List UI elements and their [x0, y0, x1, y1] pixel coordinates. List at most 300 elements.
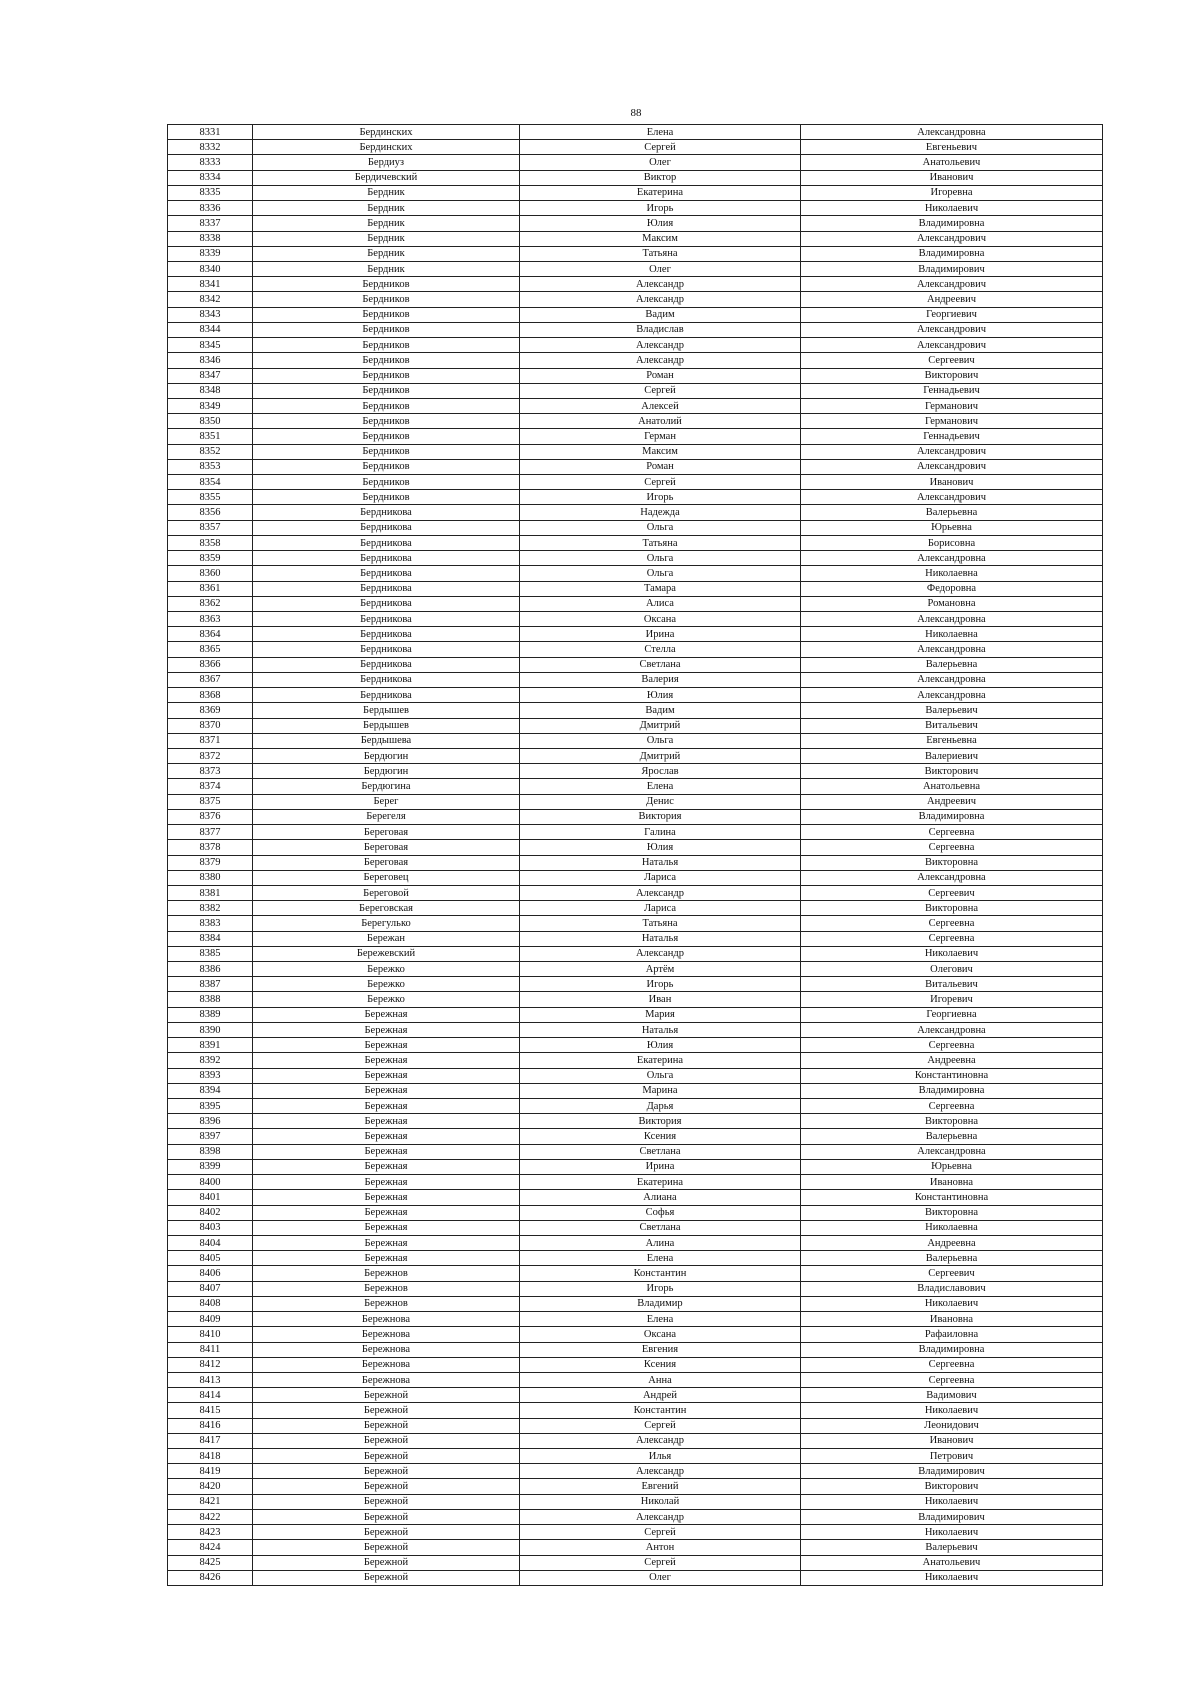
table-row	[168, 1357, 1103, 1372]
first-name-cell: Наталья	[520, 1022, 801, 1037]
surname-cell: Бережная	[253, 1235, 520, 1250]
surname-cell: Бережной	[253, 1464, 520, 1479]
table-row	[168, 566, 1103, 581]
surname-cell: Берегулько	[253, 916, 520, 931]
row-number-cell: 8415	[168, 1403, 253, 1418]
first-name-cell: Александр	[520, 353, 801, 368]
row-number-cell: 8365	[168, 642, 253, 657]
patronymic-cell: Сергеевна	[801, 1357, 1103, 1372]
first-name-cell: Сергей	[520, 140, 801, 155]
row-number-cell: 8417	[168, 1433, 253, 1448]
surname-cell: Бердникова	[253, 551, 520, 566]
surname-cell: Бердникова	[253, 596, 520, 611]
row-number-cell: 8410	[168, 1327, 253, 1342]
surname-cell: Бережная	[253, 1068, 520, 1083]
surname-cell: Бердников	[253, 444, 520, 459]
row-number-cell: 8341	[168, 277, 253, 292]
first-name-cell: Игорь	[520, 201, 801, 216]
first-name-cell: Лариса	[520, 870, 801, 885]
table-row	[168, 535, 1103, 550]
table-row	[168, 916, 1103, 931]
first-name-cell: Максим	[520, 444, 801, 459]
first-name-cell: Александр	[520, 1433, 801, 1448]
table-row	[168, 962, 1103, 977]
surname-cell: Бережнов	[253, 1281, 520, 1296]
first-name-cell: Анатолий	[520, 414, 801, 429]
patronymic-cell: Валериевич	[801, 748, 1103, 763]
first-name-cell: Сергей	[520, 1418, 801, 1433]
surname-cell: Бердников	[253, 490, 520, 505]
patronymic-cell: Викторовна	[801, 1205, 1103, 1220]
patronymic-cell: Владимировна	[801, 1342, 1103, 1357]
first-name-cell: Марина	[520, 1083, 801, 1098]
patronymic-cell: Валерьевна	[801, 505, 1103, 520]
patronymic-cell: Константиновна	[801, 1190, 1103, 1205]
patronymic-cell: Александровна	[801, 1022, 1103, 1037]
patronymic-cell: Владимировна	[801, 1083, 1103, 1098]
row-number-cell: 8373	[168, 764, 253, 779]
patronymic-cell: Юрьевна	[801, 520, 1103, 535]
first-name-cell: Олег	[520, 1570, 801, 1585]
row-number-cell: 8394	[168, 1083, 253, 1098]
table-row	[168, 642, 1103, 657]
patronymic-cell: Германович	[801, 398, 1103, 413]
surname-cell: Бережная	[253, 1022, 520, 1037]
row-number-cell: 8422	[168, 1509, 253, 1524]
row-number-cell: 8407	[168, 1281, 253, 1296]
row-number-cell: 8339	[168, 246, 253, 261]
first-name-cell: Александр	[520, 946, 801, 961]
patronymic-cell: Сергеевна	[801, 840, 1103, 855]
surname-cell: Бережнова	[253, 1342, 520, 1357]
table-row	[168, 1281, 1103, 1296]
row-number-cell: 8404	[168, 1235, 253, 1250]
patronymic-cell: Рафаиловна	[801, 1327, 1103, 1342]
patronymic-cell: Александровна	[801, 125, 1103, 140]
surname-cell: Бердников	[253, 307, 520, 322]
patronymic-cell: Александровна	[801, 672, 1103, 687]
surname-cell: Берегеля	[253, 809, 520, 824]
row-number-cell: 8386	[168, 962, 253, 977]
first-name-cell: Владислав	[520, 322, 801, 337]
table-row	[168, 1464, 1103, 1479]
first-name-cell: Денис	[520, 794, 801, 809]
table-row	[168, 292, 1103, 307]
row-number-cell: 8335	[168, 185, 253, 200]
row-number-cell: 8342	[168, 292, 253, 307]
patronymic-cell: Петрович	[801, 1449, 1103, 1464]
surname-cell: Бережная	[253, 1175, 520, 1190]
patronymic-cell: Сергеевна	[801, 931, 1103, 946]
row-number-cell: 8425	[168, 1555, 253, 1570]
row-number-cell: 8385	[168, 946, 253, 961]
first-name-cell: Юлия	[520, 688, 801, 703]
patronymic-cell: Николаевич	[801, 1570, 1103, 1585]
patronymic-cell: Евгеньевна	[801, 733, 1103, 748]
patronymic-cell: Вадимович	[801, 1388, 1103, 1403]
table-row	[168, 459, 1103, 474]
first-name-cell: Александр	[520, 885, 801, 900]
table-row	[168, 1570, 1103, 1585]
row-number-cell: 8393	[168, 1068, 253, 1083]
table-row	[168, 1479, 1103, 1494]
table-row	[168, 1251, 1103, 1266]
table-row	[168, 1403, 1103, 1418]
first-name-cell: Галина	[520, 825, 801, 840]
row-number-cell: 8398	[168, 1144, 253, 1159]
first-name-cell: Константин	[520, 1403, 801, 1418]
table-row	[168, 1509, 1103, 1524]
table-row	[168, 429, 1103, 444]
row-number-cell: 8376	[168, 809, 253, 824]
row-number-cell: 8345	[168, 338, 253, 353]
patronymic-cell: Анатольевна	[801, 779, 1103, 794]
surname-cell: Бердников	[253, 368, 520, 383]
row-number-cell: 8395	[168, 1099, 253, 1114]
surname-cell: Бердышева	[253, 733, 520, 748]
table-row	[168, 125, 1103, 140]
patronymic-cell: Викторович	[801, 764, 1103, 779]
patronymic-cell: Витальевич	[801, 977, 1103, 992]
first-name-cell: Сергей	[520, 475, 801, 490]
table-row	[168, 1175, 1103, 1190]
patronymic-cell: Владимировна	[801, 246, 1103, 261]
surname-cell: Бердников	[253, 292, 520, 307]
first-name-cell: Оксана	[520, 612, 801, 627]
table-row	[168, 901, 1103, 916]
first-name-cell: Александр	[520, 1509, 801, 1524]
first-name-cell: Надежда	[520, 505, 801, 520]
first-name-cell: Светлана	[520, 1220, 801, 1235]
row-number-cell: 8367	[168, 672, 253, 687]
row-number-cell: 8389	[168, 1007, 253, 1022]
patronymic-cell: Ивановна	[801, 1175, 1103, 1190]
row-number-cell: 8382	[168, 901, 253, 916]
row-number-cell: 8338	[168, 231, 253, 246]
row-number-cell: 8383	[168, 916, 253, 931]
row-number-cell: 8374	[168, 779, 253, 794]
table-row	[168, 1555, 1103, 1570]
page-number: 88	[630, 107, 642, 119]
first-name-cell: Ярослав	[520, 764, 801, 779]
table-row	[168, 1053, 1103, 1068]
row-number-cell: 8358	[168, 535, 253, 550]
row-number-cell: 8343	[168, 307, 253, 322]
patronymic-cell: Георгиевич	[801, 307, 1103, 322]
first-name-cell: Наталья	[520, 855, 801, 870]
table-row	[168, 1388, 1103, 1403]
surname-cell: Бердников	[253, 459, 520, 474]
first-name-cell: Игорь	[520, 1281, 801, 1296]
patronymic-cell: Анатольевич	[801, 155, 1103, 170]
table-row	[168, 307, 1103, 322]
surname-cell: Бережной	[253, 1540, 520, 1555]
patronymic-cell: Владимирович	[801, 1509, 1103, 1524]
table-row	[168, 779, 1103, 794]
surname-cell: Бердников	[253, 383, 520, 398]
first-name-cell: Иван	[520, 992, 801, 1007]
first-name-cell: Ксения	[520, 1129, 801, 1144]
surname-cell: Береговая	[253, 855, 520, 870]
patronymic-cell: Александрович	[801, 277, 1103, 292]
table-row	[168, 383, 1103, 398]
surname-cell: Бердюгин	[253, 748, 520, 763]
table-row	[168, 1327, 1103, 1342]
first-name-cell: Сергей	[520, 1555, 801, 1570]
first-name-cell: Ольга	[520, 551, 801, 566]
table-row	[168, 1190, 1103, 1205]
table-row	[168, 733, 1103, 748]
first-name-cell: Илья	[520, 1449, 801, 1464]
patronymic-cell: Викторовна	[801, 855, 1103, 870]
surname-cell: Бердинских	[253, 125, 520, 140]
table-row	[168, 338, 1103, 353]
first-name-cell: Сергей	[520, 383, 801, 398]
table-row	[168, 1540, 1103, 1555]
row-number-cell: 8380	[168, 870, 253, 885]
surname-cell: Бердышев	[253, 703, 520, 718]
first-name-cell: Андрей	[520, 1388, 801, 1403]
row-number-cell: 8390	[168, 1022, 253, 1037]
table-row	[168, 551, 1103, 566]
surname-cell: Бережной	[253, 1433, 520, 1448]
table-row	[168, 261, 1103, 276]
patronymic-cell: Игоревна	[801, 185, 1103, 200]
patronymic-cell: Владимировна	[801, 809, 1103, 824]
surname-cell: Бердюгин	[253, 764, 520, 779]
surname-cell: Бережнова	[253, 1312, 520, 1327]
row-number-cell: 8379	[168, 855, 253, 870]
first-name-cell: Виктория	[520, 809, 801, 824]
patronymic-cell: Валерьевна	[801, 1251, 1103, 1266]
surname-cell: Бережная	[253, 1205, 520, 1220]
table-row	[168, 1205, 1103, 1220]
patronymic-cell: Георгиевна	[801, 1007, 1103, 1022]
first-name-cell: Олег	[520, 155, 801, 170]
surname-cell: Бердникова	[253, 612, 520, 627]
row-number-cell: 8396	[168, 1114, 253, 1129]
row-number-cell: 8340	[168, 261, 253, 276]
table-row	[168, 977, 1103, 992]
patronymic-cell: Викторович	[801, 1479, 1103, 1494]
surname-cell: Бердник	[253, 216, 520, 231]
first-name-cell: Стелла	[520, 642, 801, 657]
surname-cell: Береговская	[253, 901, 520, 916]
surname-cell: Бережной	[253, 1388, 520, 1403]
patronymic-cell: Сергеевич	[801, 885, 1103, 900]
patronymic-cell: Андреевна	[801, 1053, 1103, 1068]
row-number-cell: 8372	[168, 748, 253, 763]
first-name-cell: Юлия	[520, 1038, 801, 1053]
first-name-cell: Татьяна	[520, 246, 801, 261]
patronymic-cell: Александровна	[801, 1144, 1103, 1159]
table-row	[168, 246, 1103, 261]
table-row	[168, 1083, 1103, 1098]
patronymic-cell: Викторович	[801, 368, 1103, 383]
row-number-cell: 8354	[168, 475, 253, 490]
table-row	[168, 414, 1103, 429]
first-name-cell: Мария	[520, 1007, 801, 1022]
surname-cell: Бердникова	[253, 627, 520, 642]
table-row	[168, 201, 1103, 216]
patronymic-cell: Сергеевна	[801, 1372, 1103, 1387]
row-number-cell: 8378	[168, 840, 253, 855]
first-name-cell: Анна	[520, 1372, 801, 1387]
table-row	[168, 505, 1103, 520]
row-number-cell: 8368	[168, 688, 253, 703]
table-row	[168, 368, 1103, 383]
table-row	[168, 764, 1103, 779]
row-number-cell: 8359	[168, 551, 253, 566]
first-name-cell: Екатерина	[520, 1175, 801, 1190]
table-row	[168, 520, 1103, 535]
patronymic-cell: Евгеньевич	[801, 140, 1103, 155]
patronymic-cell: Витальевич	[801, 718, 1103, 733]
table-row	[168, 748, 1103, 763]
first-name-cell: Артём	[520, 962, 801, 977]
table-row	[168, 398, 1103, 413]
row-number-cell: 8347	[168, 368, 253, 383]
first-name-cell: Виктория	[520, 1114, 801, 1129]
table-row	[168, 1007, 1103, 1022]
row-number-cell: 8346	[168, 353, 253, 368]
first-name-cell: Тамара	[520, 581, 801, 596]
first-name-cell: Константин	[520, 1266, 801, 1281]
first-name-cell: Ксения	[520, 1357, 801, 1372]
table-row	[168, 1068, 1103, 1083]
surname-cell: Бережная	[253, 1114, 520, 1129]
patronymic-cell: Александрович	[801, 231, 1103, 246]
patronymic-cell: Александровна	[801, 612, 1103, 627]
row-number-cell: 8384	[168, 931, 253, 946]
patronymic-cell: Александрович	[801, 444, 1103, 459]
table-row	[168, 1312, 1103, 1327]
surname-cell: Бердник	[253, 261, 520, 276]
first-name-cell: Елена	[520, 125, 801, 140]
row-number-cell: 8421	[168, 1494, 253, 1509]
surname-cell: Береговая	[253, 840, 520, 855]
table-row	[168, 885, 1103, 900]
surname-cell: Бердинских	[253, 140, 520, 155]
patronymic-cell: Сергеевич	[801, 1266, 1103, 1281]
row-number-cell: 8406	[168, 1266, 253, 1281]
patronymic-cell: Сергеевна	[801, 1099, 1103, 1114]
surname-cell: Бережнова	[253, 1372, 520, 1387]
first-name-cell: Ирина	[520, 627, 801, 642]
patronymic-cell: Анатольевич	[801, 1555, 1103, 1570]
first-name-cell: Татьяна	[520, 916, 801, 931]
row-number-cell: 8375	[168, 794, 253, 809]
surname-cell: Бердникова	[253, 535, 520, 550]
patronymic-cell: Сергеевна	[801, 1038, 1103, 1053]
row-number-cell: 8400	[168, 1175, 253, 1190]
patronymic-cell: Александровна	[801, 551, 1103, 566]
table-row	[168, 216, 1103, 231]
table-row	[168, 322, 1103, 337]
patronymic-cell: Александрович	[801, 338, 1103, 353]
table-row	[168, 1114, 1103, 1129]
table-row	[168, 1449, 1103, 1464]
first-name-cell: Евгения	[520, 1342, 801, 1357]
surname-cell: Бердышев	[253, 718, 520, 733]
first-name-cell: Александр	[520, 292, 801, 307]
row-number-cell: 8371	[168, 733, 253, 748]
surname-cell: Бережная	[253, 1251, 520, 1266]
first-name-cell: Виктор	[520, 170, 801, 185]
patronymic-cell: Геннадьевич	[801, 429, 1103, 444]
surname-cell: Бережной	[253, 1494, 520, 1509]
patronymic-cell: Борисовна	[801, 535, 1103, 550]
patronymic-cell: Николаевна	[801, 627, 1103, 642]
table-row	[168, 277, 1103, 292]
first-name-cell: Сергей	[520, 1525, 801, 1540]
patronymic-cell: Леонидович	[801, 1418, 1103, 1433]
table-row	[168, 946, 1103, 961]
row-number-cell: 8362	[168, 596, 253, 611]
patronymic-cell: Валерьевич	[801, 1540, 1103, 1555]
surname-cell: Бердников	[253, 353, 520, 368]
row-number-cell: 8409	[168, 1312, 253, 1327]
patronymic-cell: Николаевич	[801, 1403, 1103, 1418]
table-row	[168, 1099, 1103, 1114]
surname-cell: Бережная	[253, 1007, 520, 1022]
patronymic-cell: Олегович	[801, 962, 1103, 977]
first-name-cell: Александр	[520, 338, 801, 353]
roster-table	[167, 124, 1103, 1586]
first-name-cell: Алиана	[520, 1190, 801, 1205]
row-number-cell: 8352	[168, 444, 253, 459]
row-number-cell: 8391	[168, 1038, 253, 1053]
surname-cell: Бережная	[253, 1083, 520, 1098]
table-row	[168, 1144, 1103, 1159]
table-row	[168, 627, 1103, 642]
first-name-cell: Алиса	[520, 596, 801, 611]
first-name-cell: Дарья	[520, 1099, 801, 1114]
patronymic-cell: Андреевна	[801, 1235, 1103, 1250]
table-row	[168, 170, 1103, 185]
row-number-cell: 8337	[168, 216, 253, 231]
surname-cell: Бережнов	[253, 1266, 520, 1281]
row-number-cell: 8348	[168, 383, 253, 398]
row-number-cell: 8403	[168, 1220, 253, 1235]
surname-cell: Бердникова	[253, 688, 520, 703]
table-row	[168, 1433, 1103, 1448]
surname-cell: Бережная	[253, 1038, 520, 1053]
surname-cell: Бережнов	[253, 1296, 520, 1311]
surname-cell: Бережной	[253, 1418, 520, 1433]
table-row	[168, 185, 1103, 200]
surname-cell: Бережной	[253, 1403, 520, 1418]
table-row	[168, 140, 1103, 155]
surname-cell: Бережко	[253, 977, 520, 992]
row-number-cell: 8399	[168, 1159, 253, 1174]
first-name-cell: Софья	[520, 1205, 801, 1220]
row-number-cell: 8381	[168, 885, 253, 900]
first-name-cell: Елена	[520, 1251, 801, 1266]
table-row	[168, 809, 1103, 824]
surname-cell: Бережной	[253, 1570, 520, 1585]
surname-cell: Бережной	[253, 1449, 520, 1464]
row-number-cell: 8334	[168, 170, 253, 185]
patronymic-cell: Александрович	[801, 322, 1103, 337]
surname-cell: Бердников	[253, 475, 520, 490]
patronymic-cell: Викторовна	[801, 901, 1103, 916]
surname-cell: Бердникова	[253, 566, 520, 581]
roster-body	[168, 125, 1103, 1586]
surname-cell: Бердникова	[253, 657, 520, 672]
first-name-cell: Вадим	[520, 703, 801, 718]
row-number-cell: 8420	[168, 1479, 253, 1494]
